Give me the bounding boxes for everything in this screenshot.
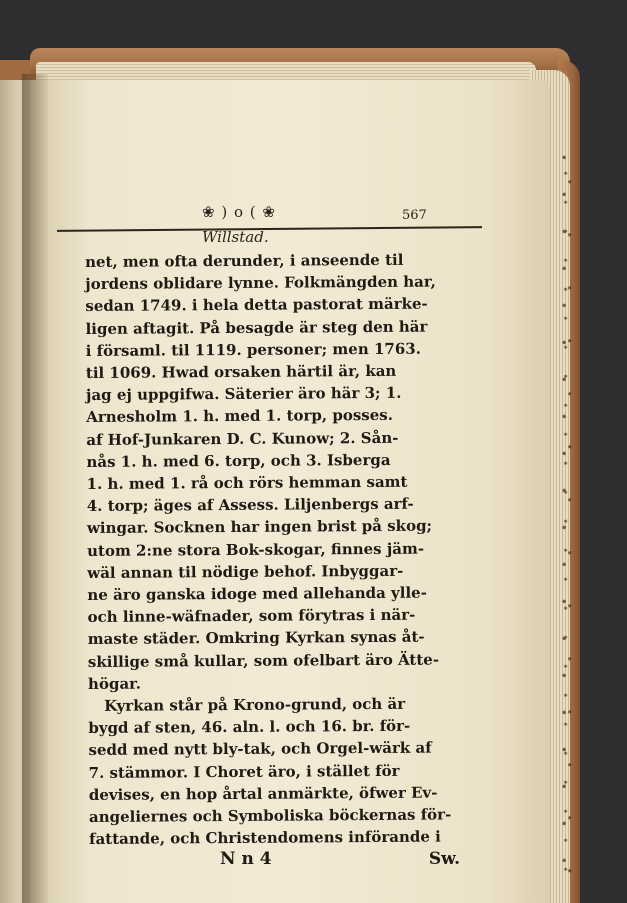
book-page xyxy=(30,80,550,903)
text-line: sedan 1749. i hela detta pastorat märke- xyxy=(85,295,428,316)
text-line: Arnesholm 1. h. med 1. torp, posses. xyxy=(86,406,393,427)
text-line: devises, en hop årtal anmärkte, öfwer Ev- xyxy=(88,783,438,804)
text-line: nås 1. h. med 6. torp, och 3. Isberga xyxy=(86,450,391,471)
text-line: maste städer. Omkring Kyrkan synas åt- xyxy=(87,628,425,649)
text-line: 1. h. med 1. rå och rörs hemman samt xyxy=(86,472,408,494)
page-number: 567 xyxy=(402,208,427,223)
text-line: jag ej uppgifwa. Säterier äro här 3; 1. xyxy=(85,384,402,405)
text-line: i församl. til 1119. personer; men 1763. xyxy=(85,339,421,360)
cover-speckle xyxy=(560,150,574,890)
running-title: Willstad. xyxy=(202,228,269,246)
signature-mark: N n 4 xyxy=(220,849,272,869)
text-line: 7. stämmor. I Choret äro, i stället för xyxy=(88,761,400,782)
header-ornament: ❀ ) o ( ❀ xyxy=(202,203,276,221)
text-line: högar. xyxy=(87,674,141,693)
spine-shadow xyxy=(22,74,48,903)
page-footer xyxy=(220,849,460,873)
text-line: bygd af sten, 46. aln. l. och 16. br. för- xyxy=(88,717,411,738)
text-line: af Hof-Junkaren D. C. Kunow; 2. Sån- xyxy=(86,428,399,449)
header-rule xyxy=(57,226,482,232)
text-line: sedd med nytt bly-tak, och Orgel-wärk af xyxy=(88,739,432,760)
text-line: jordens oblidare lynne. Folkmängden har, xyxy=(85,272,436,294)
text-line: til 1069. Hwad orsaken härtil är, kan xyxy=(85,361,397,383)
text-line: ne äro ganska idoge med allehanda ylle- xyxy=(87,583,427,605)
text-line: skillige små kullar, som ofelbart äro Ätte- xyxy=(87,650,440,671)
text-line: ligen aftagit. På besagde är steg den här xyxy=(85,317,428,338)
text-line: net, men ofta derunder, i anseende til xyxy=(85,250,404,271)
text-line: 4. torp; äges af Assess. Liljenbergs arf- xyxy=(86,494,414,516)
catchword: Sw. xyxy=(428,849,460,869)
text-line: angeliernes och Symboliska böckernas för- xyxy=(88,805,452,827)
text-line: och linne-wäfnader, som förytras i när- xyxy=(87,605,416,627)
text-line: fattande, och Christendomens införande i xyxy=(89,827,441,849)
text-line: wäl annan til nödige behof. Inbyggar- xyxy=(87,561,404,582)
body-text xyxy=(85,248,469,850)
text-line: utom 2:ne stora Bok-skogar, finnes jäm- xyxy=(87,539,425,560)
text-line: wingar. Socknen har ingen brist på skog; xyxy=(86,517,433,538)
text-line: Kyrkan står på Krono-grund, och är xyxy=(104,694,406,715)
